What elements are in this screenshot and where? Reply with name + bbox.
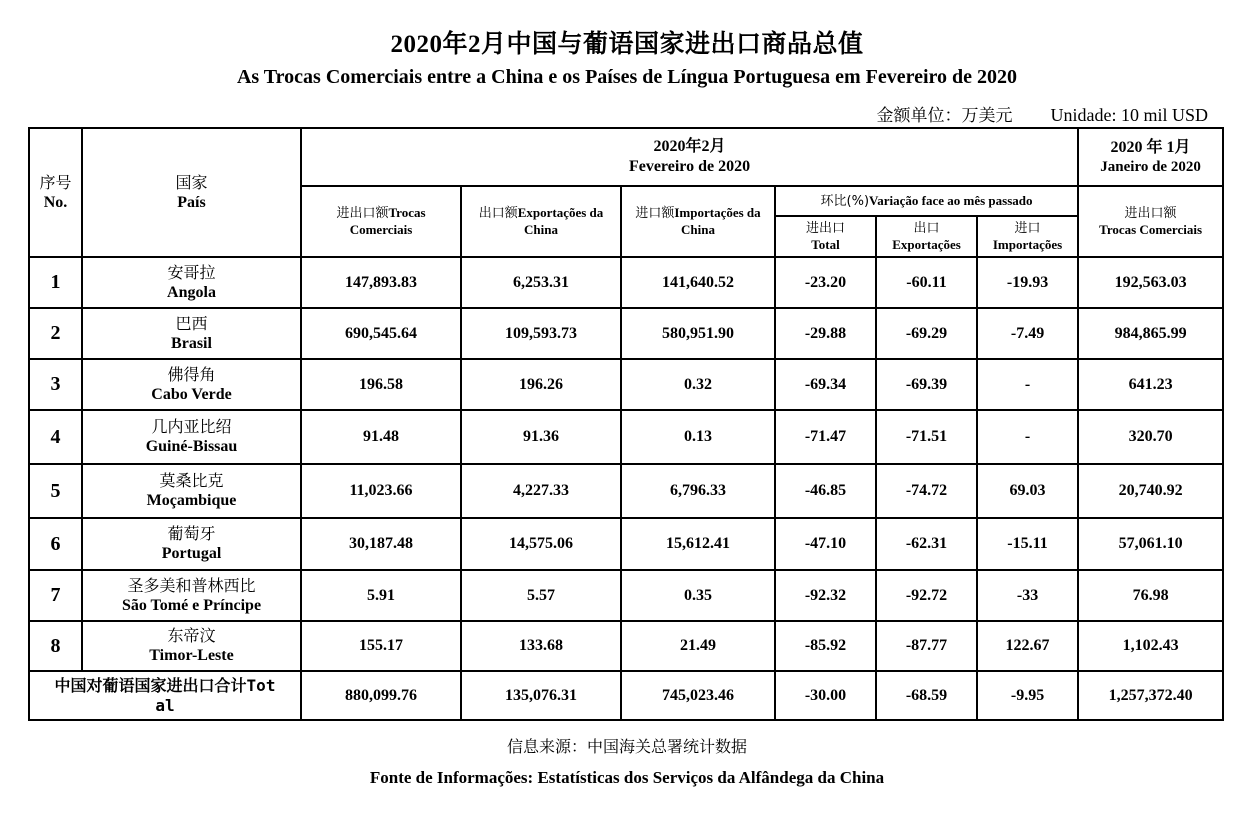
- total-var-exports: -68.59: [876, 671, 977, 720]
- country-zh: 佛得角: [167, 364, 216, 384]
- cell-trade: 196.58: [301, 359, 461, 410]
- header-country-pt: País: [177, 193, 206, 211]
- header-jan-pt: Janeiro de 2020: [1100, 158, 1201, 175]
- page-title-portuguese: As Trocas Comerciais entre a China e os Países de Língua Portuguesa em Fevereiro de 2020: [236, 66, 1018, 88]
- header-imports-zh: 进口额: [635, 206, 675, 222]
- total-imports: 745,023.46: [621, 671, 775, 720]
- total-var-total: -30.00: [775, 671, 876, 720]
- page-title-chinese: 2020年2月中国与葡语国家进出口商品总值: [390, 31, 864, 58]
- country-zh: 安哥拉: [167, 262, 216, 282]
- header-country-zh: 国家: [175, 172, 208, 192]
- header-jan-zh: 2020 年 1月: [1110, 139, 1191, 157]
- header-january-2020: [1078, 128, 1223, 186]
- country-pt: Timor-Leste: [149, 647, 234, 664]
- row-country: [82, 359, 301, 410]
- source-portuguese: Fonte de Informações: Estatísticas dos Serviços da Alfândega da China: [369, 768, 885, 787]
- row-no: 2: [29, 308, 82, 359]
- cell-imports: 21.49: [621, 621, 775, 671]
- cell-trade: 155.17: [301, 621, 461, 671]
- total-trade: 880,099.76: [301, 671, 461, 720]
- row-no: 4: [29, 410, 82, 464]
- country-pt: Angola: [167, 283, 216, 301]
- cell-var-exports: -62.31: [876, 518, 977, 570]
- table-row: [29, 464, 1223, 518]
- cell-jan-trade: 20,740.92: [1078, 464, 1223, 518]
- table-row: [29, 257, 1223, 308]
- total-label: [29, 671, 301, 720]
- country-pt: Guiné-Bissau: [145, 438, 238, 455]
- row-no: 7: [29, 570, 82, 621]
- cell-trade: 690,545.64: [301, 308, 461, 359]
- country-zh: 东帝汶: [167, 626, 216, 646]
- table-row: [29, 570, 1223, 621]
- cell-imports: 0.13: [621, 410, 775, 464]
- header-var-total-pt: Total: [811, 236, 840, 252]
- cell-jan-trade: 984,865.99: [1078, 308, 1223, 359]
- country-zh: 葡萄牙: [167, 524, 216, 544]
- cell-var-total: -47.10: [775, 518, 876, 570]
- cell-var-exports: -92.72: [876, 570, 977, 621]
- cell-imports: 0.35: [621, 570, 775, 621]
- cell-var-total: -71.47: [775, 410, 876, 464]
- cell-jan-trade: 1,102.43: [1078, 621, 1223, 671]
- row-country: [82, 257, 301, 308]
- header-var-total-zh: 进出口: [805, 220, 845, 236]
- country-zh: 巴西: [175, 313, 208, 333]
- country-pt: São Tomé e Príncipe: [121, 596, 262, 614]
- country-pt: Portugal: [161, 545, 222, 562]
- table-row: [29, 410, 1223, 464]
- cell-var-imports: -19.93: [977, 257, 1078, 308]
- cell-imports: 141,640.52: [621, 257, 775, 308]
- row-no: 1: [29, 257, 82, 308]
- cell-trade: 91.48: [301, 410, 461, 464]
- header-feb-zh: 2020年2月: [653, 138, 726, 156]
- header-no: [29, 128, 82, 257]
- country-zh: 圣多美和普林西比: [127, 575, 256, 595]
- header-var-exp-pt: Exportações: [892, 236, 961, 252]
- header-exports: [461, 186, 621, 257]
- header-jan-trade-zh: 进出口额: [1124, 205, 1177, 221]
- header-imports-pt1: Importações da: [674, 205, 761, 221]
- cell-var-imports: -15.11: [977, 518, 1078, 570]
- total-exports: 135,076.31: [461, 671, 621, 720]
- cell-exports: 14,575.06: [461, 518, 621, 570]
- cell-trade: 11,023.66: [301, 464, 461, 518]
- cell-var-exports: -69.39: [876, 359, 977, 410]
- header-imports: [621, 186, 775, 257]
- cell-imports: 0.32: [621, 359, 775, 410]
- row-no: 3: [29, 359, 82, 410]
- header-trade: [301, 186, 461, 257]
- cell-jan-trade: 192,563.03: [1078, 257, 1223, 308]
- cell-var-total: -29.88: [775, 308, 876, 359]
- row-country: [82, 464, 301, 518]
- header-var-exp-zh: 出口: [913, 220, 940, 236]
- cell-trade: 5.91: [301, 570, 461, 621]
- header-variation: [775, 186, 1078, 216]
- cell-exports: 109,593.73: [461, 308, 621, 359]
- header-february-2020: [301, 128, 1078, 186]
- cell-jan-trade: 320.70: [1078, 410, 1223, 464]
- cell-var-exports: -71.51: [876, 410, 977, 464]
- unit-label: [877, 101, 1209, 126]
- cell-exports: 91.36: [461, 410, 621, 464]
- cell-imports: 6,796.33: [621, 464, 775, 518]
- header-var-imp-pt: Importações: [992, 236, 1063, 252]
- cell-var-imports: 69.03: [977, 464, 1078, 518]
- cell-var-imports: -33: [977, 570, 1078, 621]
- row-no: 8: [29, 621, 82, 671]
- header-feb-pt: Fevereiro de 2020: [628, 158, 751, 175]
- cell-var-total: -23.20: [775, 257, 876, 308]
- header-jan-trade: [1078, 186, 1223, 257]
- header-trade-pt1: Trocas: [388, 205, 426, 221]
- row-country: [82, 621, 301, 671]
- country-zh: 莫桑比克: [159, 471, 224, 491]
- cell-exports: 133.68: [461, 621, 621, 671]
- unit-portuguese: Unidade: 10 mil USD: [1050, 105, 1208, 125]
- header-trade-zh: 进出口额: [336, 206, 389, 222]
- total-var-imports: -9.95: [977, 671, 1078, 720]
- cell-trade: 147,893.83: [301, 257, 461, 308]
- cell-exports: 5.57: [461, 570, 621, 621]
- cell-var-imports: -: [977, 359, 1078, 410]
- header-var-exports: [876, 216, 977, 257]
- cell-var-total: -92.32: [775, 570, 876, 621]
- total-jan-trade: 1,257,372.40: [1078, 671, 1223, 720]
- header-variation-pt: Variação face ao mês passado: [869, 192, 1033, 208]
- row-no: 5: [29, 464, 82, 518]
- cell-var-imports: -7.49: [977, 308, 1078, 359]
- header-imports-pt2: China: [681, 222, 715, 237]
- cell-var-total: -69.34: [775, 359, 876, 410]
- header-no-pt: No.: [43, 193, 68, 211]
- header-var-imports: [977, 216, 1078, 257]
- header-row-1: [29, 128, 1223, 186]
- header-jan-trade-pt: Trocas Comerciais: [1099, 221, 1203, 237]
- cell-var-exports: -87.77: [876, 621, 977, 671]
- total-row: [29, 671, 1223, 720]
- row-country: [82, 308, 301, 359]
- header-exports-pt1: Exportações da: [517, 205, 604, 221]
- cell-var-exports: -74.72: [876, 464, 977, 518]
- total-label-line1: 中国对葡语国家进出口合计Tot: [54, 675, 276, 695]
- source-chinese: 信息来源：中国海关总署统计数据: [506, 737, 747, 756]
- cell-var-exports: -69.29: [876, 308, 977, 359]
- header-trade-pt2: Comerciais: [349, 222, 413, 237]
- cell-imports: 580,951.90: [621, 308, 775, 359]
- cell-jan-trade: 57,061.10: [1078, 518, 1223, 570]
- cell-jan-trade: 76.98: [1078, 570, 1223, 621]
- country-zh: 几内亚比绍: [151, 417, 232, 437]
- total-label-line2: al: [155, 695, 175, 715]
- table-row: [29, 518, 1223, 570]
- cell-var-total: -46.85: [775, 464, 876, 518]
- cell-trade: 30,187.48: [301, 518, 461, 570]
- unit-chinese: 金额单位：万美元: [876, 106, 1013, 126]
- country-pt: Moçambique: [146, 492, 237, 509]
- country-pt: Brasil: [171, 334, 212, 352]
- row-country: [82, 518, 301, 570]
- table-row: [29, 621, 1223, 671]
- cell-var-imports: -: [977, 410, 1078, 464]
- header-no-zh: 序号: [39, 172, 72, 192]
- cell-var-exports: -60.11: [876, 257, 977, 308]
- cell-exports: 6,253.31: [461, 257, 621, 308]
- country-pt: Cabo Verde: [151, 385, 232, 403]
- cell-exports: 4,227.33: [461, 464, 621, 518]
- header-exports-pt2: China: [524, 222, 558, 237]
- cell-jan-trade: 641.23: [1078, 359, 1223, 410]
- header-country: [82, 128, 301, 257]
- row-country: [82, 570, 301, 621]
- cell-var-total: -85.92: [775, 621, 876, 671]
- cell-exports: 196.26: [461, 359, 621, 410]
- row-country: [82, 410, 301, 464]
- header-var-total: [775, 216, 876, 257]
- row-no: 6: [29, 518, 82, 570]
- table-row: [29, 359, 1223, 410]
- header-variation-zh: 环比(%): [820, 193, 870, 209]
- cell-imports: 15,612.41: [621, 518, 775, 570]
- cell-var-imports: 122.67: [977, 621, 1078, 671]
- table-row: [29, 308, 1223, 359]
- header-exports-zh: 出口额: [478, 206, 518, 222]
- header-var-imp-zh: 进口: [1014, 220, 1041, 236]
- trade-table: [28, 127, 1224, 721]
